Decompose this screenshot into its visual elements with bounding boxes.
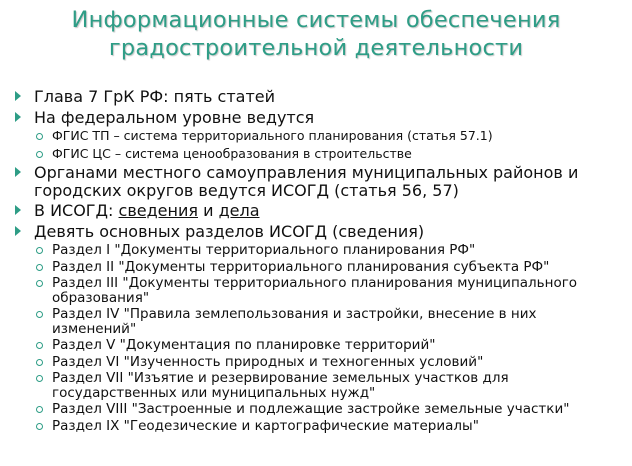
triangle-bullet-icon	[15, 167, 21, 177]
section-text: Раздел I "Документы территориального планирования РФ"	[52, 242, 476, 258]
section-item	[0, 371, 632, 400]
section-text: Раздел V "Документация по планировке территорий"	[52, 337, 436, 353]
section-text: Раздел IV "Правила землепользования и застройки, внесение в них изменений"	[52, 306, 537, 337]
sub-bullet-fgis-cs	[0, 147, 632, 162]
bullet-isogd-contents	[0, 202, 632, 220]
slide-title-line-2: градостроительной деятельности	[108, 35, 524, 61]
bullet-text-and: и	[198, 201, 219, 220]
sub-bullet-fgis-tp	[0, 129, 632, 144]
circle-bullet-icon	[36, 342, 43, 349]
section-item	[0, 419, 632, 434]
circle-bullet-icon	[36, 264, 43, 271]
bullet-text: Органами местного самоуправления муниципальных районов и городских округов ведутся ИСОГД (статья 56, 57)	[34, 163, 579, 200]
slide-body	[0, 88, 632, 435]
section-text: Раздел VIII "Застроенные и подлежащие застройке земельные участки"	[52, 401, 570, 417]
circle-bullet-icon	[36, 311, 43, 318]
triangle-bullet-icon	[15, 205, 21, 215]
circle-bullet-icon	[36, 247, 43, 254]
section-item	[0, 260, 632, 275]
bullet-text-prefix: В ИСОГД:	[34, 201, 119, 220]
bullet-local-organs	[0, 164, 632, 199]
bullet-federal	[0, 109, 632, 127]
section-item	[0, 338, 632, 353]
section-text: Раздел IX "Геодезические и картографические материалы"	[52, 417, 479, 434]
slide-title	[0, 6, 632, 62]
circle-bullet-icon	[36, 280, 43, 287]
svedeniya-link: сведения	[118, 201, 198, 220]
dela-link: дела	[218, 201, 260, 220]
bullet-text: На федеральном уровне ведутся	[34, 107, 315, 127]
triangle-bullet-icon	[15, 226, 21, 236]
bullet-nine-sections	[0, 223, 632, 241]
circle-bullet-icon	[36, 151, 43, 158]
bullet-chapter-7	[0, 88, 632, 106]
section-item	[0, 243, 632, 258]
section-text: Раздел VII "Изъятие и резервирование земельных участков для государственных или муниципальных нужд"	[52, 370, 509, 401]
sub-bullet-text: ФГИС ТП – система территориального планирования (статья 57.1)	[52, 128, 493, 143]
section-item	[0, 307, 632, 336]
sub-bullet-text: ФГИС ЦС – система ценообразования в строительстве	[52, 145, 412, 161]
section-text: Раздел VI "Изученность природных и техногенных условий"	[52, 353, 484, 370]
circle-bullet-icon	[36, 375, 43, 382]
triangle-bullet-icon	[15, 112, 21, 122]
circle-bullet-icon	[36, 406, 43, 413]
section-text: Раздел III "Документы территориального планирования муниципального образования"	[52, 275, 578, 306]
circle-bullet-icon	[36, 423, 43, 430]
section-item	[0, 355, 632, 370]
slide-title-line-1: Информационные системы обеспечения	[71, 7, 561, 33]
bullet-text: Девять основных разделов ИСОГД (сведения)	[34, 221, 425, 241]
bullet-text: Глава 7 ГрК РФ: пять статей	[34, 87, 276, 106]
circle-bullet-icon	[36, 133, 43, 140]
section-item	[0, 402, 632, 417]
triangle-bullet-icon	[15, 91, 21, 101]
section-item	[0, 276, 632, 305]
section-text: Раздел II "Документы территориального планирования субъекта РФ"	[52, 258, 550, 275]
circle-bullet-icon	[36, 359, 43, 366]
